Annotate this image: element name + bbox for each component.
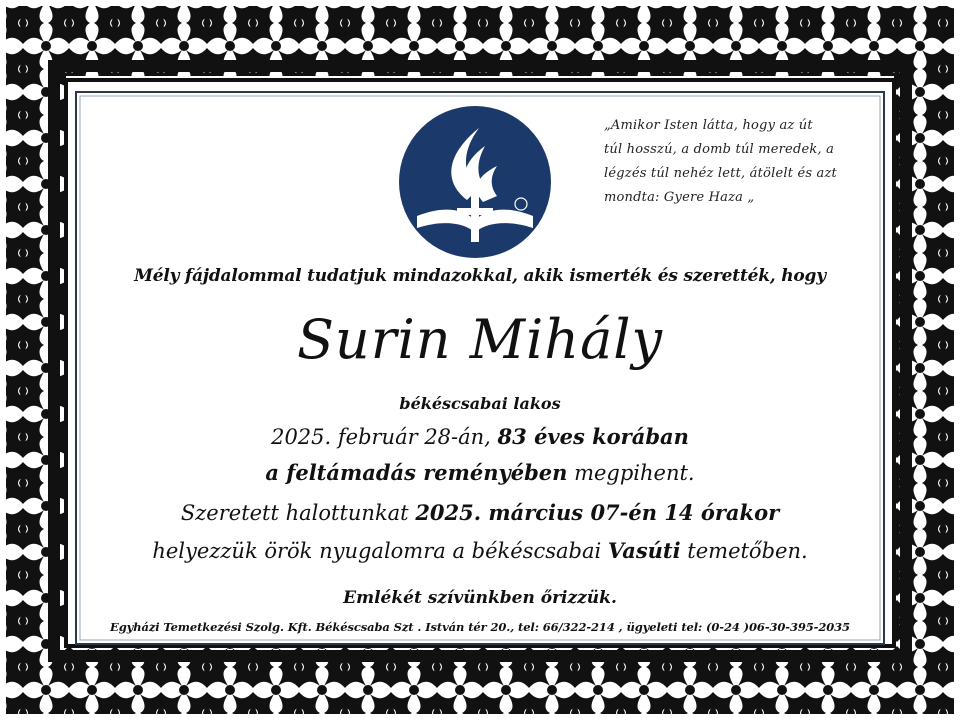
death-date: 2025. február 28-án, <box>271 425 498 449</box>
adventist-flame-bible-logo-icon <box>397 104 553 260</box>
funeral-home-footer: Egyházi Temetkezési Szolg. Kft. Békéscsaba Szt . István tér 20., tel: 66/322-214 , ügyeleti tel: (0-24 )06-30-395-2035 <box>110 620 850 634</box>
funeral-line <box>82 500 878 525</box>
funeral-datetime: 2025. március 07-én 14 órakor <box>415 500 780 525</box>
memory-text: Emlékét szívünkben őrizzük. <box>343 588 617 608</box>
rest-text: megpihent. <box>567 461 695 485</box>
quote-line: mondta: Gyere Haza „ <box>604 190 755 205</box>
cemetery-line <box>82 538 878 563</box>
deceased-name: Surin Mihály <box>296 308 664 371</box>
funeral-intro: Szeretett halottunkat <box>180 501 416 525</box>
quote-line: túl hosszú, a domb túl meredek, a <box>604 142 835 157</box>
quote-line: „Amikor Isten látta, hogy az út <box>604 118 813 133</box>
rest-line <box>82 460 878 485</box>
quote <box>604 114 854 210</box>
age-text: 83 éves korában <box>497 424 689 449</box>
cemetery-name: Vasúti <box>607 538 681 563</box>
intro-text: Mély fájdalommal tudatjuk mindazokkal, akik ismerték és szerették, hogy <box>134 266 826 286</box>
obituary-card <box>82 98 878 638</box>
quote-line: légzés túl nehéz lett, átölelt és azt <box>604 166 837 181</box>
hope-text: a feltámadás reményében <box>265 460 568 485</box>
cemetery-suffix: temetőben. <box>680 539 808 563</box>
cemetery-intro: helyezzük örök nyugalomra a békéscsabai <box>152 539 608 563</box>
residence-text: békéscsabai lakos <box>399 394 561 413</box>
death-date-line <box>82 424 878 449</box>
